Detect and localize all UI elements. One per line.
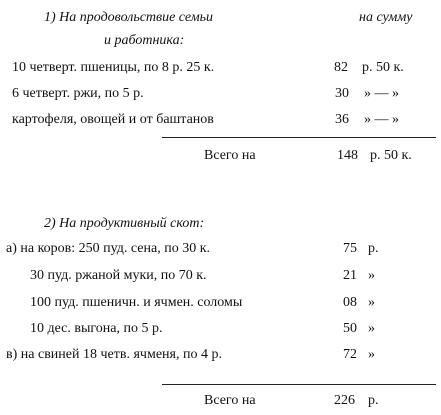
total-amount: 148	[337, 148, 358, 163]
column-header-amount: на сумму	[359, 10, 413, 25]
row-label: 6 четверт. ржи, по 5 р.	[12, 86, 144, 101]
row-label: 10 дес. выгона, по 5 р.	[30, 321, 163, 336]
row-label: 100 пуд. пшеничн. и ячмен. соломы	[30, 295, 243, 310]
row-amount: 72	[343, 347, 357, 362]
total-rule	[162, 137, 436, 138]
section1-heading-cont: и работника:	[104, 33, 185, 48]
section1-heading: 1) На продовольствие семьи	[44, 10, 214, 25]
row-unit: » — »	[364, 86, 399, 101]
row-unit: р.	[368, 241, 379, 256]
row-amount: 50	[343, 321, 357, 336]
row-amount: 08	[343, 295, 357, 310]
row-amount: 75	[343, 241, 357, 256]
total-unit: р.	[368, 393, 379, 408]
total-unit: р. 50 к.	[370, 148, 412, 163]
row-label: а) на коров: 250 пуд. сена, по 30 к.	[6, 241, 211, 256]
total-rule	[162, 384, 436, 385]
row-label: 30 пуд. ржаной муки, по 70 к.	[30, 268, 207, 283]
total-label: Всего на	[204, 393, 256, 408]
total-amount: 226	[334, 393, 355, 408]
row-label: картофеля, овощей и от баштанов	[12, 112, 214, 127]
row-unit: » — »	[364, 112, 399, 127]
row-unit: »	[368, 268, 375, 283]
row-unit: »	[368, 321, 375, 336]
row-amount: 82	[334, 60, 348, 75]
row-unit: »	[368, 347, 375, 362]
row-amount: 36	[335, 112, 349, 127]
row-unit: »	[368, 295, 375, 310]
row-amount: 30	[335, 86, 349, 101]
row-unit: р. 50 к.	[362, 60, 404, 75]
row-label: 10 четверт. пшеницы, по 8 р. 25 к.	[12, 60, 215, 75]
row-amount: 21	[343, 268, 357, 283]
row-label: в) на свиней 18 четв. ячменя, по 4 р.	[6, 347, 222, 362]
section2-heading: 2) На продуктивный скот:	[44, 216, 205, 231]
total-label: Всего на	[204, 148, 256, 163]
